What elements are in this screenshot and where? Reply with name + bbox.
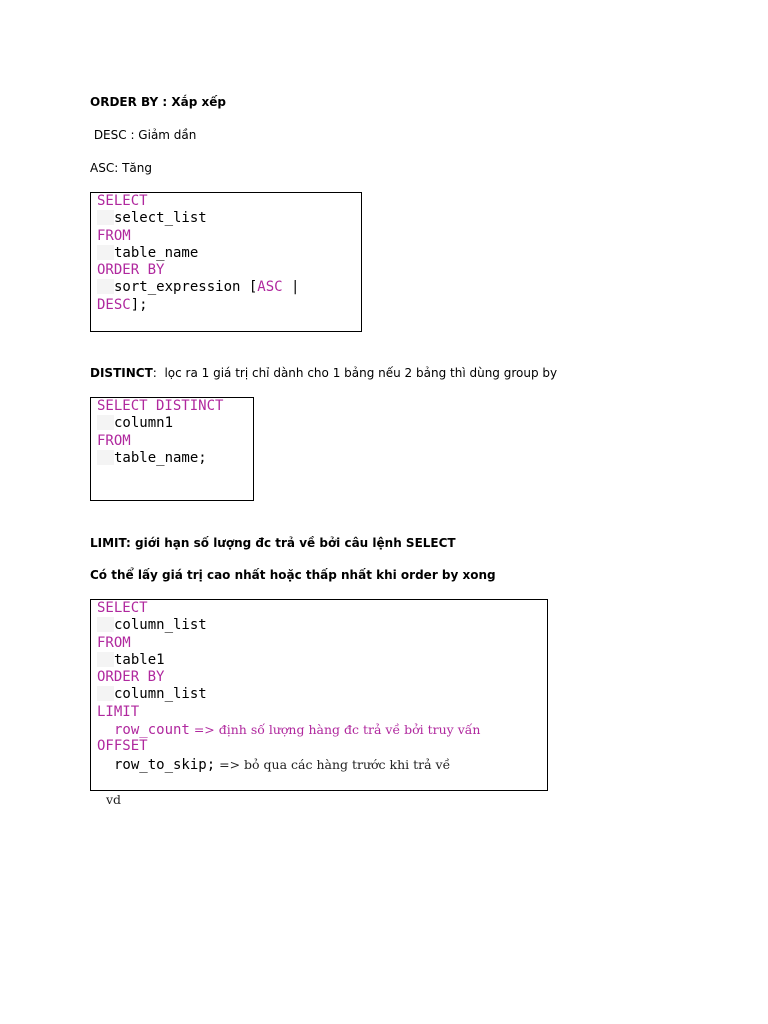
code-keyword: ASC: [257, 279, 283, 296]
order-by-code-block: [90, 192, 362, 332]
limit-code-block: [90, 599, 548, 791]
code-identifier: column_list: [114, 686, 207, 703]
code-keyword: SELECT: [97, 193, 148, 209]
asc-description: ASC: Tăng: [90, 161, 152, 175]
code-identifier: column_list: [114, 617, 207, 634]
code-punctuation: |: [282, 279, 300, 296]
code-keyword: LIMIT: [97, 703, 140, 720]
code-identifier: column1: [114, 415, 174, 432]
example-label: vd: [106, 792, 122, 807]
distinct-code-block: [90, 397, 254, 501]
code-keyword: ORDER BY: [97, 669, 165, 686]
code-identifier: sort_expression [: [114, 279, 258, 296]
code-identifier: table_name: [114, 244, 199, 261]
code-keyword: FROM: [97, 227, 131, 244]
limit-heading: LIMIT: giới hạn số lượng đc trả về bởi câu lệnh SELECT: [90, 536, 456, 550]
code-keyword: DESC: [97, 296, 131, 313]
code-keyword: FROM: [97, 432, 131, 449]
limit-subtitle: Có thể lấy giá trị cao nhất hoặc thấp nhất khi order by xong: [90, 568, 496, 582]
code-identifier: table_name;: [114, 449, 207, 466]
code-keyword: ORDER BY: [97, 262, 165, 279]
desc-description: DESC : Giảm dần: [90, 128, 197, 142]
code-keyword: SELECT DISTINCT: [97, 398, 224, 414]
code-identifier: row_count: [114, 722, 190, 739]
code-punctuation: ];: [130, 296, 148, 313]
code-identifier: select_list: [114, 210, 207, 227]
code-identifier: row_to_skip;: [114, 756, 216, 773]
code-keyword: SELECT: [97, 600, 148, 616]
code-identifier: table1: [114, 651, 165, 668]
distinct-description: : lọc ra 1 giá trị chỉ dành cho 1 bảng nếu 2 bảng thì dùng group by: [152, 366, 558, 380]
distinct-line: [90, 366, 557, 380]
distinct-label: DISTINCT: [90, 366, 153, 380]
row-count-note: => định số lượng hàng đc trả về bởi truy vấn: [189, 722, 481, 738]
code-keyword: OFFSET: [97, 738, 148, 755]
order-by-heading: ORDER BY : Xắp xếp: [90, 95, 226, 109]
row-to-skip-note: => bỏ qua các hàng trước khi trả về: [215, 756, 451, 772]
code-keyword: FROM: [97, 634, 131, 651]
